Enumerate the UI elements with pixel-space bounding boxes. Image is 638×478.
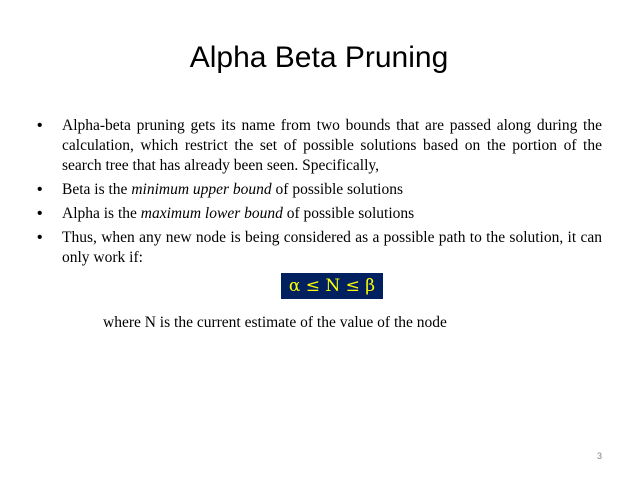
- bullet-list: [37, 116, 602, 272]
- bullet-item: [37, 180, 602, 200]
- bullet-marker: •: [37, 229, 43, 246]
- page-number: 3: [596, 451, 602, 461]
- bullet-text: Alpha-beta pruning gets its name from two bounds that are passed along during the calculation, which restrict the set of possible solutions based on the portion of the search tree that has already been seen. Specifically,: [62, 117, 602, 174]
- bullet-item: [37, 228, 602, 268]
- formula-box: α ≤ N ≤ β: [281, 273, 383, 299]
- bullet-text-prefix: Beta is the: [62, 181, 132, 198]
- bullet-item: [37, 204, 602, 224]
- bullet-text-prefix: Alpha is the: [62, 205, 141, 222]
- bullet-marker: •: [37, 205, 43, 222]
- bullet-text-emphasis: minimum upper bound: [131, 181, 272, 198]
- bullet-text: Thus, when any new node is being considered as a possible path to the solution, it can only work if:: [62, 229, 602, 266]
- bullet-text-suffix: of possible solutions: [271, 181, 403, 198]
- bullet-item: [37, 116, 602, 176]
- bullet-marker: •: [37, 117, 43, 134]
- formula-note: where N is the current estimate of the value of the node: [103, 314, 447, 331]
- bullet-marker: •: [37, 181, 43, 198]
- bullet-text-suffix: of possible solutions: [282, 205, 415, 222]
- slide-title: Alpha Beta Pruning: [189, 41, 449, 74]
- bullet-text-emphasis: maximum lower bound: [140, 205, 283, 222]
